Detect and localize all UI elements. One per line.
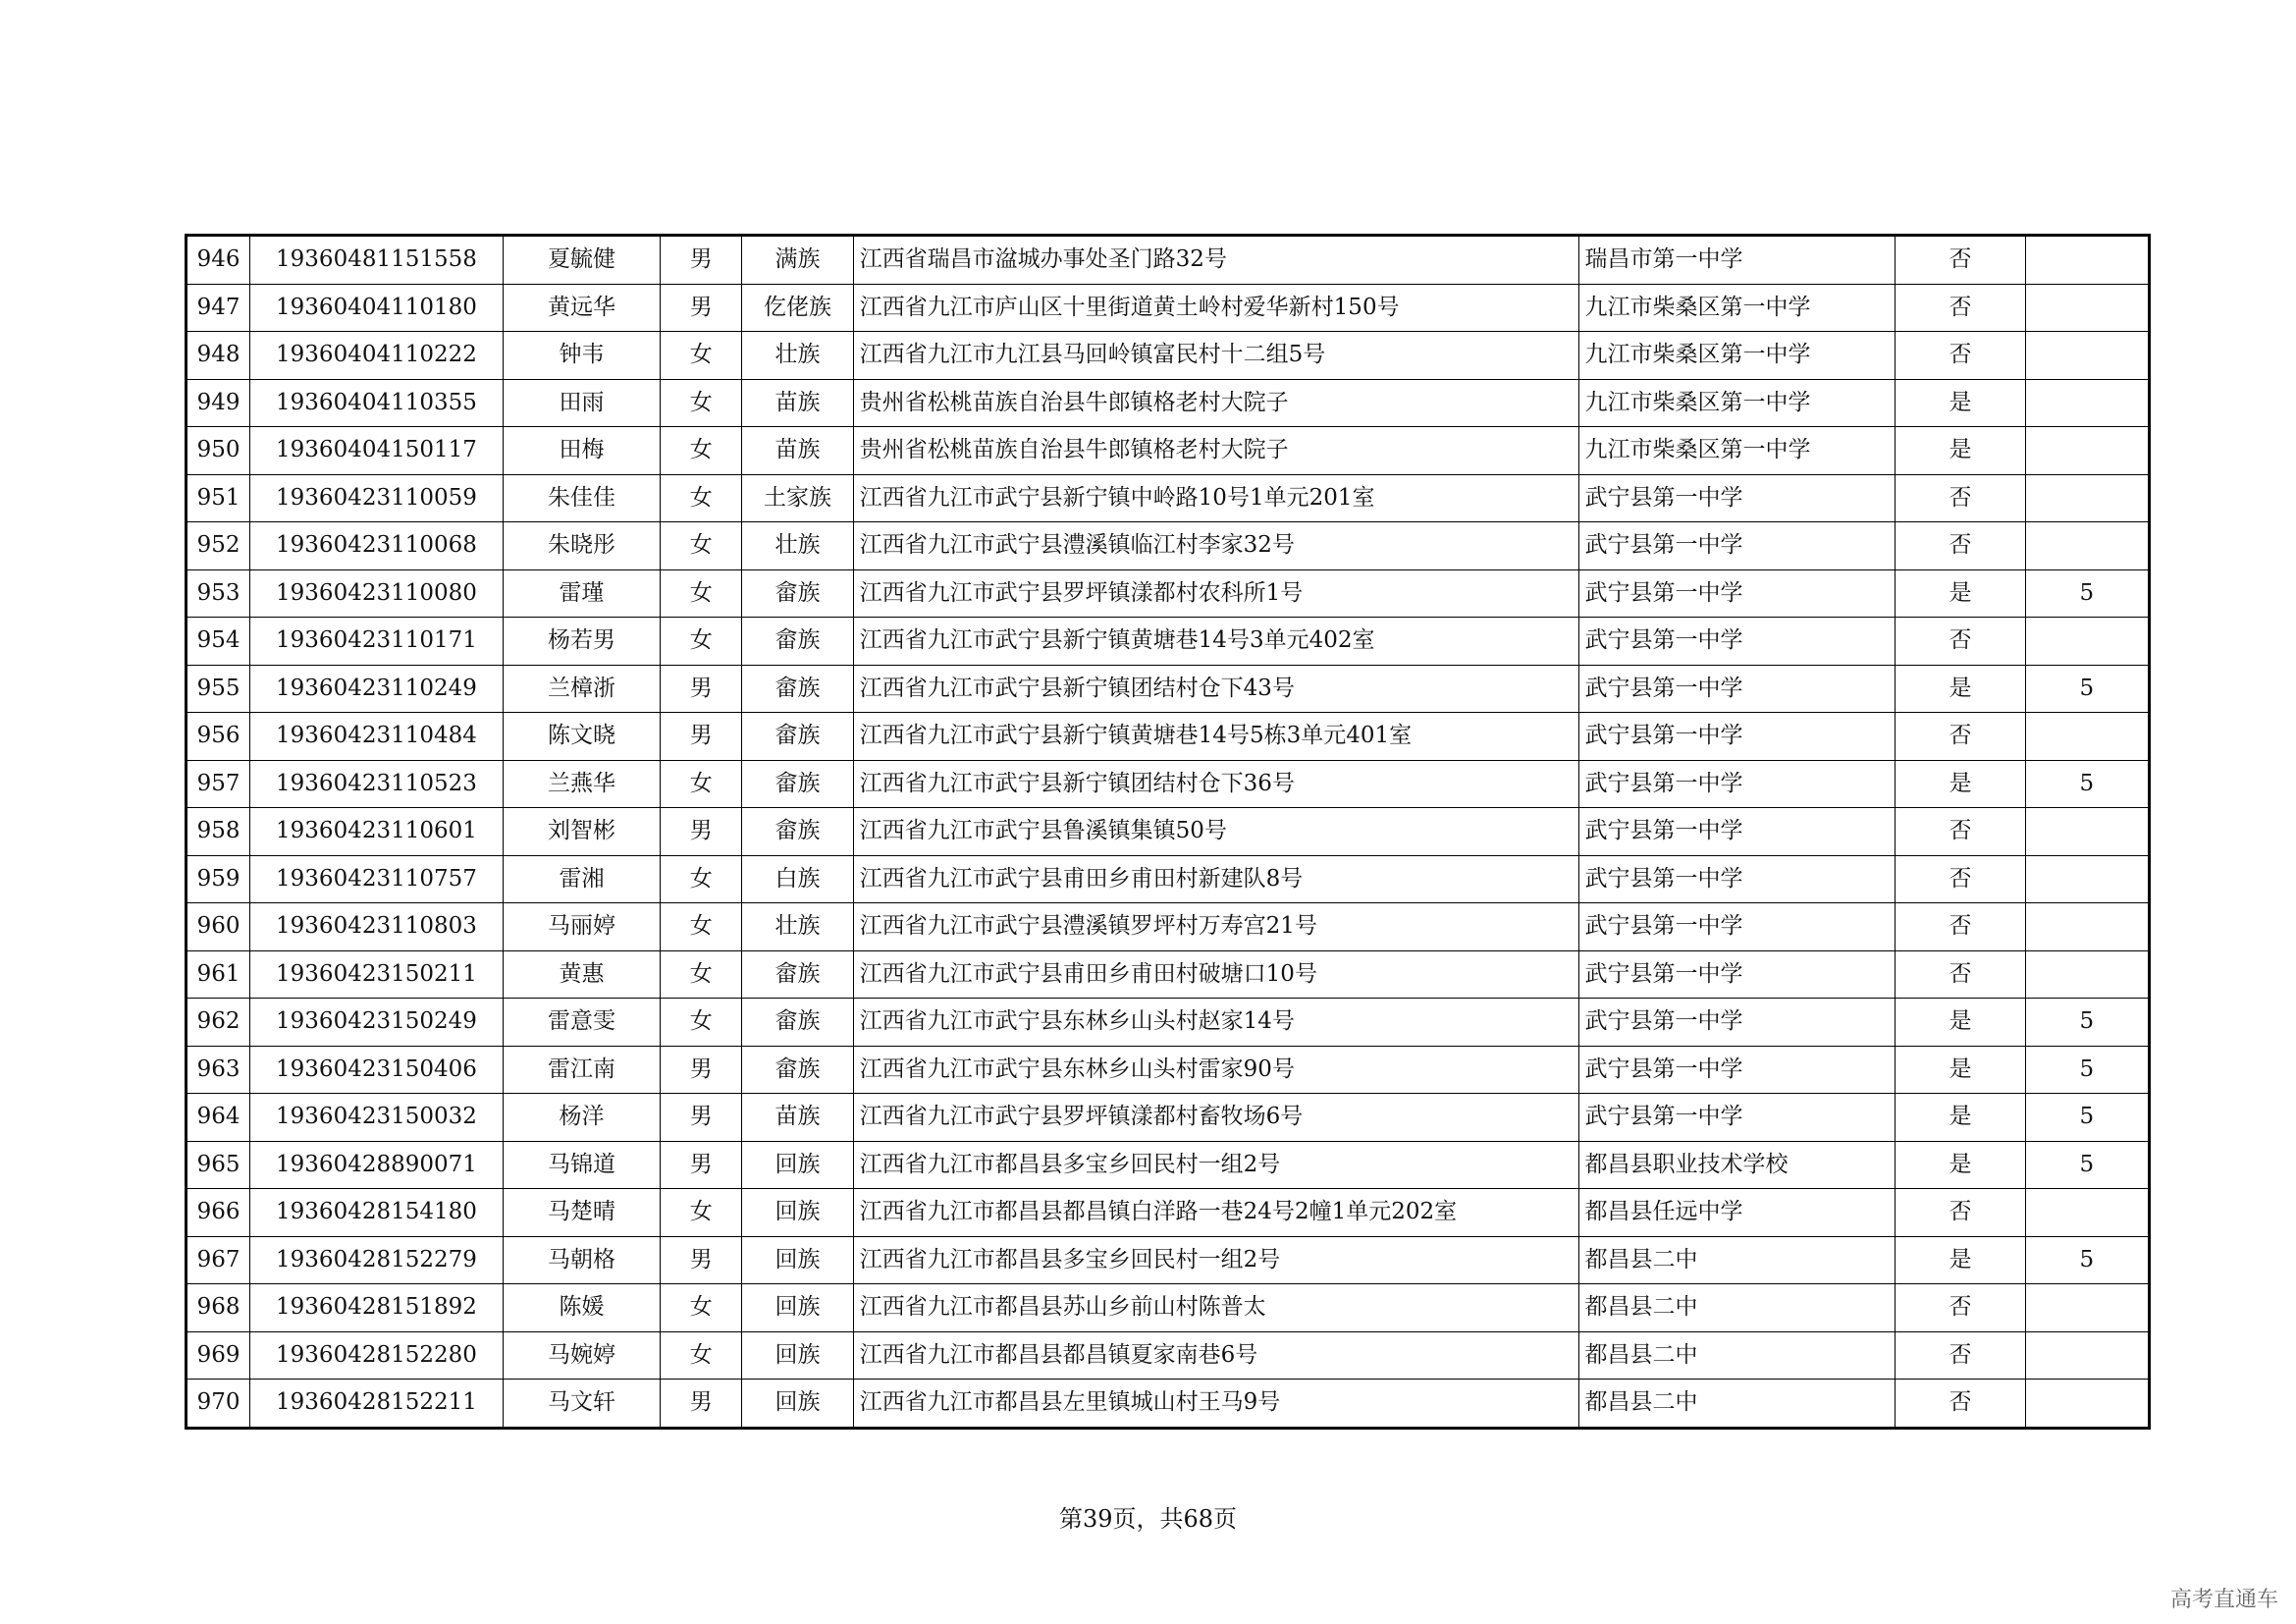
cell-school: 九江市柴桑区第一中学: [1578, 379, 1896, 427]
cell-student-name: 马文轩: [503, 1380, 660, 1429]
cell-ethnicity: 回族: [742, 1284, 853, 1332]
cell-exam-id: 19360428151892: [250, 1284, 504, 1332]
cell-sex: 男: [661, 665, 742, 713]
cell-sex: 男: [661, 236, 742, 285]
cell-serial-number: 960: [187, 903, 250, 951]
cell-sex: 男: [661, 1046, 742, 1094]
cell-ethnicity: 壮族: [742, 522, 853, 570]
cell-sex: 男: [661, 713, 742, 761]
cell-bonus-points: 5: [2025, 569, 2149, 618]
cell-sex: 女: [661, 474, 742, 522]
cell-bonus-points: [2025, 236, 2149, 285]
cell-flag: 是: [1896, 760, 2025, 808]
cell-bonus-points: 5: [2025, 665, 2149, 713]
cell-ethnicity: 苗族: [742, 427, 853, 475]
table-row: [187, 950, 2150, 999]
cell-bonus-points: 5: [2025, 1141, 2149, 1189]
cell-school: 武宁县第一中学: [1578, 950, 1896, 999]
table-row: [187, 1331, 2150, 1380]
cell-address: 江西省九江市武宁县新宁镇中岭路10号1单元201室: [853, 474, 1578, 522]
cell-serial-number: 965: [187, 1141, 250, 1189]
cell-school: 都昌县二中: [1578, 1331, 1896, 1380]
cell-sex: 女: [661, 855, 742, 903]
cell-school: 武宁县第一中学: [1578, 855, 1896, 903]
cell-serial-number: 957: [187, 760, 250, 808]
cell-exam-id: 19360428152211: [250, 1380, 504, 1429]
cell-ethnicity: 畲族: [742, 665, 853, 713]
cell-address: 江西省九江市武宁县澧溪镇罗坪村万寿宫21号: [853, 903, 1578, 951]
cell-address: 江西省九江市武宁县罗坪镇漾都村畜牧场6号: [853, 1094, 1578, 1142]
cell-address: 江西省九江市武宁县新宁镇黄塘巷14号5栋3单元401室: [853, 713, 1578, 761]
table-row: [187, 665, 2150, 713]
cell-exam-id: 19360423110059: [250, 474, 504, 522]
cell-flag: 是: [1896, 569, 2025, 618]
cell-ethnicity: 土家族: [742, 474, 853, 522]
cell-flag: 是: [1896, 999, 2025, 1047]
cell-school: 九江市柴桑区第一中学: [1578, 427, 1896, 475]
cell-student-name: 马朝格: [503, 1236, 660, 1284]
cell-student-name: 陈文晓: [503, 713, 660, 761]
cell-bonus-points: [2025, 522, 2149, 570]
cell-student-name: 田梅: [503, 427, 660, 475]
cell-address: 江西省九江市武宁县澧溪镇临江村李家32号: [853, 522, 1578, 570]
table-row: [187, 332, 2150, 380]
cell-bonus-points: [2025, 284, 2149, 332]
cell-ethnicity: 畲族: [742, 950, 853, 999]
watermark-text: 高考直通车: [2169, 1588, 2278, 1612]
cell-student-name: 朱佳佳: [503, 474, 660, 522]
cell-serial-number: 958: [187, 808, 250, 856]
cell-flag: 否: [1896, 284, 2025, 332]
cell-student-name: 雷意雯: [503, 999, 660, 1047]
cell-student-name: 黄惠: [503, 950, 660, 999]
cell-school: 武宁县第一中学: [1578, 1046, 1896, 1094]
cell-student-name: 刘智彬: [503, 808, 660, 856]
cell-bonus-points: [2025, 950, 2149, 999]
cell-school: 武宁县第一中学: [1578, 665, 1896, 713]
cell-sex: 女: [661, 1331, 742, 1380]
cell-address: 江西省九江市武宁县甫田乡甫田村新建队8号: [853, 855, 1578, 903]
cell-serial-number: 951: [187, 474, 250, 522]
cell-sex: 女: [661, 1189, 742, 1237]
cell-bonus-points: [2025, 474, 2149, 522]
cell-ethnicity: 畲族: [742, 713, 853, 761]
cell-flag: 否: [1896, 522, 2025, 570]
cell-flag: 否: [1896, 950, 2025, 999]
cell-exam-id: 19360423150211: [250, 950, 504, 999]
cell-ethnicity: 回族: [742, 1141, 853, 1189]
cell-school: 武宁县第一中学: [1578, 713, 1896, 761]
cell-flag: 否: [1896, 855, 2025, 903]
cell-school: 武宁县第一中学: [1578, 1094, 1896, 1142]
table-row: [187, 1094, 2150, 1142]
cell-bonus-points: [2025, 1380, 2149, 1429]
cell-flag: 是: [1896, 665, 2025, 713]
cell-school: 九江市柴桑区第一中学: [1578, 332, 1896, 380]
cell-school: 都昌县二中: [1578, 1284, 1896, 1332]
cell-address: 江西省九江市都昌县多宝乡回民村一组2号: [853, 1236, 1578, 1284]
cell-bonus-points: 5: [2025, 999, 2149, 1047]
cell-sex: 女: [661, 760, 742, 808]
table-row: [187, 569, 2150, 618]
cell-student-name: 兰樟浙: [503, 665, 660, 713]
cell-student-name: 杨洋: [503, 1094, 660, 1142]
cell-student-name: 马丽婷: [503, 903, 660, 951]
table-row: [187, 1046, 2150, 1094]
table-body: [187, 236, 2150, 1429]
cell-sex: 男: [661, 284, 742, 332]
cell-flag: 否: [1896, 1284, 2025, 1332]
table-row: [187, 522, 2150, 570]
cell-exam-id: 19360423110484: [250, 713, 504, 761]
cell-serial-number: 949: [187, 379, 250, 427]
cell-address: 江西省九江市武宁县新宁镇团结村仓下36号: [853, 760, 1578, 808]
cell-ethnicity: 苗族: [742, 1094, 853, 1142]
table-row: [187, 427, 2150, 475]
cell-sex: 女: [661, 903, 742, 951]
table-row: [187, 1284, 2150, 1332]
cell-flag: 否: [1896, 236, 2025, 285]
table-row: [187, 284, 2150, 332]
table-row: [187, 1380, 2150, 1429]
cell-serial-number: 952: [187, 522, 250, 570]
table-row: [187, 379, 2150, 427]
cell-serial-number: 953: [187, 569, 250, 618]
cell-student-name: 兰燕华: [503, 760, 660, 808]
cell-flag: 否: [1896, 1331, 2025, 1380]
page-number: 第39页，共68页: [1058, 1505, 1238, 1533]
table-row: [187, 1189, 2150, 1237]
cell-sex: 女: [661, 1284, 742, 1332]
cell-serial-number: 954: [187, 618, 250, 666]
table-row: [187, 713, 2150, 761]
cell-ethnicity: 畲族: [742, 1046, 853, 1094]
cell-school: 武宁县第一中学: [1578, 618, 1896, 666]
cell-student-name: 雷江南: [503, 1046, 660, 1094]
cell-bonus-points: [2025, 379, 2149, 427]
cell-student-name: 杨若男: [503, 618, 660, 666]
cell-exam-id: 19360428890071: [250, 1141, 504, 1189]
cell-exam-id: 19360404110355: [250, 379, 504, 427]
cell-address: 江西省九江市都昌县都昌镇白洋路一巷24号2幢1单元202室: [853, 1189, 1578, 1237]
cell-exam-id: 19360423150249: [250, 999, 504, 1047]
cell-exam-id: 19360428152280: [250, 1331, 504, 1380]
table-row: [187, 1236, 2150, 1284]
table-row: [187, 474, 2150, 522]
table-row: [187, 855, 2150, 903]
cell-ethnicity: 回族: [742, 1380, 853, 1429]
cell-bonus-points: [2025, 1189, 2149, 1237]
cell-school: 武宁县第一中学: [1578, 760, 1896, 808]
cell-sex: 男: [661, 1141, 742, 1189]
cell-bonus-points: [2025, 332, 2149, 380]
cell-exam-id: 19360423150032: [250, 1094, 504, 1142]
cell-serial-number: 948: [187, 332, 250, 380]
cell-address: 江西省九江市武宁县东林乡山头村赵家14号: [853, 999, 1578, 1047]
cell-student-name: 雷瑾: [503, 569, 660, 618]
cell-exam-id: 19360428154180: [250, 1189, 504, 1237]
cell-ethnicity: 满族: [742, 236, 853, 285]
cell-student-name: 陈媛: [503, 1284, 660, 1332]
cell-ethnicity: 回族: [742, 1331, 853, 1380]
cell-address: 江西省九江市都昌县都昌镇夏家南巷6号: [853, 1331, 1578, 1380]
cell-sex: 女: [661, 332, 742, 380]
cell-ethnicity: 壮族: [742, 903, 853, 951]
cell-ethnicity: 畲族: [742, 569, 853, 618]
cell-student-name: 朱晓彤: [503, 522, 660, 570]
cell-address: 江西省九江市武宁县新宁镇黄塘巷14号3单元402室: [853, 618, 1578, 666]
cell-serial-number: 947: [187, 284, 250, 332]
cell-flag: 是: [1896, 379, 2025, 427]
cell-flag: 是: [1896, 1046, 2025, 1094]
cell-address: 贵州省松桃苗族自治县牛郎镇格老村大院子: [853, 379, 1578, 427]
cell-serial-number: 956: [187, 713, 250, 761]
cell-school: 武宁县第一中学: [1578, 999, 1896, 1047]
cell-serial-number: 950: [187, 427, 250, 475]
cell-flag: 是: [1896, 1236, 2025, 1284]
cell-sex: 女: [661, 950, 742, 999]
table-row: [187, 999, 2150, 1047]
cell-exam-id: 19360404110222: [250, 332, 504, 380]
cell-exam-id: 19360404150117: [250, 427, 504, 475]
cell-ethnicity: 畲族: [742, 760, 853, 808]
cell-flag: 否: [1896, 808, 2025, 856]
cell-flag: 否: [1896, 903, 2025, 951]
cell-serial-number: 968: [187, 1284, 250, 1332]
table-row: [187, 760, 2150, 808]
cell-student-name: 田雨: [503, 379, 660, 427]
cell-school: 都昌县二中: [1578, 1380, 1896, 1429]
cell-ethnicity: 壮族: [742, 332, 853, 380]
cell-bonus-points: 5: [2025, 760, 2149, 808]
cell-bonus-points: 5: [2025, 1094, 2149, 1142]
cell-exam-id: 19360423110803: [250, 903, 504, 951]
cell-address: 江西省九江市武宁县东林乡山头村雷家90号: [853, 1046, 1578, 1094]
cell-student-name: 钟韦: [503, 332, 660, 380]
cell-flag: 否: [1896, 332, 2025, 380]
cell-ethnicity: 苗族: [742, 379, 853, 427]
cell-ethnicity: 畲族: [742, 618, 853, 666]
cell-student-name: 马婉婷: [503, 1331, 660, 1380]
cell-ethnicity: 畲族: [742, 808, 853, 856]
table-row: [187, 903, 2150, 951]
cell-flag: 否: [1896, 474, 2025, 522]
cell-sex: 女: [661, 427, 742, 475]
cell-student-name: 马锦道: [503, 1141, 660, 1189]
cell-flag: 否: [1896, 1189, 2025, 1237]
cell-school: 瑞昌市第一中学: [1578, 236, 1896, 285]
cell-address: 江西省瑞昌市湓城办事处圣门路32号: [853, 236, 1578, 285]
cell-serial-number: 946: [187, 236, 250, 285]
cell-address: 江西省九江市都昌县多宝乡回民村一组2号: [853, 1141, 1578, 1189]
cell-sex: 女: [661, 569, 742, 618]
cell-serial-number: 969: [187, 1331, 250, 1380]
cell-sex: 男: [661, 1236, 742, 1284]
cell-exam-id: 19360423110249: [250, 665, 504, 713]
cell-bonus-points: 5: [2025, 1236, 2149, 1284]
cell-school: 武宁县第一中学: [1578, 474, 1896, 522]
cell-bonus-points: [2025, 903, 2149, 951]
cell-ethnicity: 畲族: [742, 999, 853, 1047]
cell-serial-number: 967: [187, 1236, 250, 1284]
cell-address: 江西省九江市都昌县苏山乡前山村陈普太: [853, 1284, 1578, 1332]
cell-sex: 女: [661, 379, 742, 427]
cell-sex: 女: [661, 522, 742, 570]
cell-bonus-points: [2025, 855, 2149, 903]
cell-ethnicity: 回族: [742, 1189, 853, 1237]
cell-flag: 否: [1896, 1380, 2025, 1429]
student-list-table: [185, 234, 2151, 1430]
cell-exam-id: 19360423110080: [250, 569, 504, 618]
table-row: [187, 808, 2150, 856]
cell-exam-id: 19360423110171: [250, 618, 504, 666]
cell-exam-id: 19360423150406: [250, 1046, 504, 1094]
cell-exam-id: 19360423110601: [250, 808, 504, 856]
cell-bonus-points: [2025, 713, 2149, 761]
cell-school: 九江市柴桑区第一中学: [1578, 284, 1896, 332]
cell-flag: 是: [1896, 1141, 2025, 1189]
cell-address: 江西省九江市庐山区十里街道黄土岭村爱华新村150号: [853, 284, 1578, 332]
table-row: [187, 236, 2150, 285]
cell-exam-id: 19360423110523: [250, 760, 504, 808]
cell-ethnicity: 白族: [742, 855, 853, 903]
cell-flag: 是: [1896, 1094, 2025, 1142]
cell-address: 江西省九江市武宁县罗坪镇漾都村农科所1号: [853, 569, 1578, 618]
cell-exam-id: 19360428152279: [250, 1236, 504, 1284]
cell-bonus-points: [2025, 1284, 2149, 1332]
cell-sex: 女: [661, 618, 742, 666]
cell-serial-number: 963: [187, 1046, 250, 1094]
cell-serial-number: 964: [187, 1094, 250, 1142]
cell-exam-id: 19360423110757: [250, 855, 504, 903]
cell-school: 都昌县任远中学: [1578, 1189, 1896, 1237]
cell-school: 都昌县二中: [1578, 1236, 1896, 1284]
cell-serial-number: 961: [187, 950, 250, 999]
cell-bonus-points: [2025, 427, 2149, 475]
cell-bonus-points: [2025, 1331, 2149, 1380]
cell-address: 江西省九江市武宁县新宁镇团结村仓下43号: [853, 665, 1578, 713]
cell-bonus-points: 5: [2025, 1046, 2149, 1094]
cell-ethnicity: 仡佬族: [742, 284, 853, 332]
table-row: [187, 1141, 2150, 1189]
cell-serial-number: 962: [187, 999, 250, 1047]
cell-school: 武宁县第一中学: [1578, 522, 1896, 570]
cell-student-name: 黄远华: [503, 284, 660, 332]
cell-serial-number: 970: [187, 1380, 250, 1429]
cell-serial-number: 955: [187, 665, 250, 713]
cell-serial-number: 966: [187, 1189, 250, 1237]
cell-serial-number: 959: [187, 855, 250, 903]
cell-school: 武宁县第一中学: [1578, 569, 1896, 618]
cell-exam-id: 19360481151558: [250, 236, 504, 285]
cell-flag: 否: [1896, 713, 2025, 761]
cell-address: 江西省九江市武宁县甫田乡甫田村破塘口10号: [853, 950, 1578, 999]
cell-flag: 否: [1896, 618, 2025, 666]
cell-ethnicity: 回族: [742, 1236, 853, 1284]
cell-bonus-points: [2025, 618, 2149, 666]
cell-flag: 是: [1896, 427, 2025, 475]
cell-student-name: 夏毓健: [503, 236, 660, 285]
cell-address: 江西省九江市九江县马回岭镇富民村十二组5号: [853, 332, 1578, 380]
cell-school: 武宁县第一中学: [1578, 903, 1896, 951]
cell-sex: 男: [661, 808, 742, 856]
cell-school: 武宁县第一中学: [1578, 808, 1896, 856]
cell-exam-id: 19360404110180: [250, 284, 504, 332]
cell-exam-id: 19360423110068: [250, 522, 504, 570]
cell-sex: 男: [661, 1094, 742, 1142]
table-row: [187, 618, 2150, 666]
cell-sex: 男: [661, 1380, 742, 1429]
cell-address: 贵州省松桃苗族自治县牛郎镇格老村大院子: [853, 427, 1578, 475]
cell-student-name: 马楚晴: [503, 1189, 660, 1237]
cell-school: 都昌县职业技术学校: [1578, 1141, 1896, 1189]
cell-student-name: 雷湘: [503, 855, 660, 903]
cell-sex: 女: [661, 999, 742, 1047]
cell-bonus-points: [2025, 808, 2149, 856]
cell-address: 江西省九江市武宁县鲁溪镇集镇50号: [853, 808, 1578, 856]
cell-address: 江西省九江市都昌县左里镇城山村王马9号: [853, 1380, 1578, 1429]
